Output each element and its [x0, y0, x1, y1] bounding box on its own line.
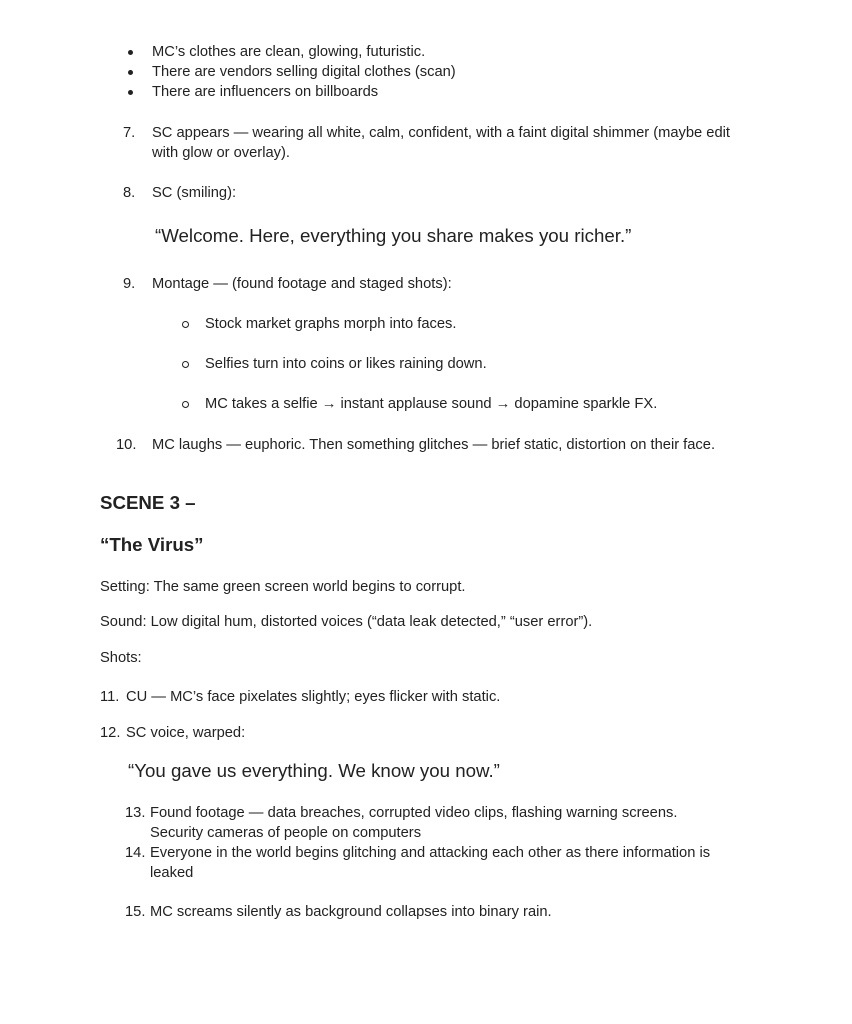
item-text: MC laughs — euphoric. Then something glitches — brief static, distortion on their face. — [152, 437, 716, 453]
item-text: SC (smiling): — [152, 185, 237, 201]
bullet-icon — [100, 82, 152, 102]
list-item — [180, 314, 752, 334]
item-text: Montage — (found footage and staged shots): — [152, 276, 452, 292]
scene-title: “The Virus” — [100, 534, 204, 555]
sub-bullet-text: Selfies turn into coins or likes raining down. — [205, 356, 487, 372]
item-number: 8. — [123, 185, 136, 201]
hollow-bullet-icon — [180, 314, 205, 334]
shots-label: Shots: — [100, 650, 142, 666]
bullet-icon — [100, 42, 152, 62]
bullet-icon — [100, 62, 152, 82]
item-text — [150, 803, 745, 843]
item-text-line: Found footage — data breaches, corrupted video clips, flashing warning screens. — [150, 805, 678, 821]
item-text: MC screams silently as background collapses into binary rain. — [150, 904, 552, 920]
bullet-text: MC’s clothes are clean, glowing, futuristic. — [152, 44, 426, 60]
item-text-line: Security cameras of people on computers — [150, 825, 422, 841]
item-number: 11. — [100, 689, 120, 705]
hollow-bullet-icon — [180, 394, 205, 414]
item-number: 10. — [116, 437, 137, 453]
scene-heading: SCENE 3 – — [100, 492, 196, 513]
numbered-item-13 — [125, 803, 752, 843]
sub-bullet-text: MC takes a selfie → instant applause sound → dopamine sparkle FX. — [205, 396, 658, 412]
sub-bullet-list — [100, 314, 752, 414]
numbered-item-15 — [125, 902, 752, 922]
item-number: 7. — [123, 125, 136, 141]
item-number: 14. — [125, 845, 146, 861]
numbered-item-10 — [100, 435, 752, 455]
item-number: 12. — [100, 725, 121, 741]
bullet-text: There are influencers on billboards — [152, 84, 379, 100]
bullet-list — [100, 42, 752, 102]
list-item — [180, 354, 752, 374]
item-text: SC voice, warped: — [126, 725, 246, 741]
list-item — [100, 82, 752, 102]
dialogue-quote-you-gave: “You gave us everything. We know you now.” — [128, 760, 500, 781]
list-item — [100, 42, 752, 62]
hollow-bullet-icon — [180, 354, 205, 374]
numbered-item-11 — [100, 687, 752, 707]
numbered-item-14 — [125, 843, 752, 883]
numbered-item-8 — [100, 183, 752, 203]
item-text: Everyone in the world begins glitching and attacking each other as there information is leaked — [150, 845, 711, 881]
list-item — [180, 394, 752, 414]
item-text: CU — MC’s face pixelates slightly; eyes flicker with static. — [126, 689, 501, 705]
item-number: 15. — [125, 904, 146, 920]
numbered-item-9 — [100, 274, 752, 294]
numbered-item-12 — [100, 723, 752, 743]
item-number: 13. — [125, 805, 146, 821]
item-text: SC appears — wearing all white, calm, confident, with a faint digital shimmer (maybe edit with glow or overlay). — [152, 125, 730, 161]
numbered-item-7 — [100, 123, 752, 163]
list-item — [100, 62, 752, 82]
dialogue-quote-welcome: “Welcome. Here, everything you share makes you richer.” — [155, 225, 632, 246]
sub-bullet-text: Stock market graphs morph into faces. — [205, 316, 457, 332]
bullet-text: There are vendors selling digital clothes (scan) — [152, 64, 456, 80]
item-number: 9. — [123, 276, 136, 292]
sound-paragraph: Sound: Low digital hum, distorted voices (“data leak detected,” “user error”). — [100, 614, 593, 630]
setting-paragraph: Setting: The same green screen world begins to corrupt. — [100, 579, 466, 595]
